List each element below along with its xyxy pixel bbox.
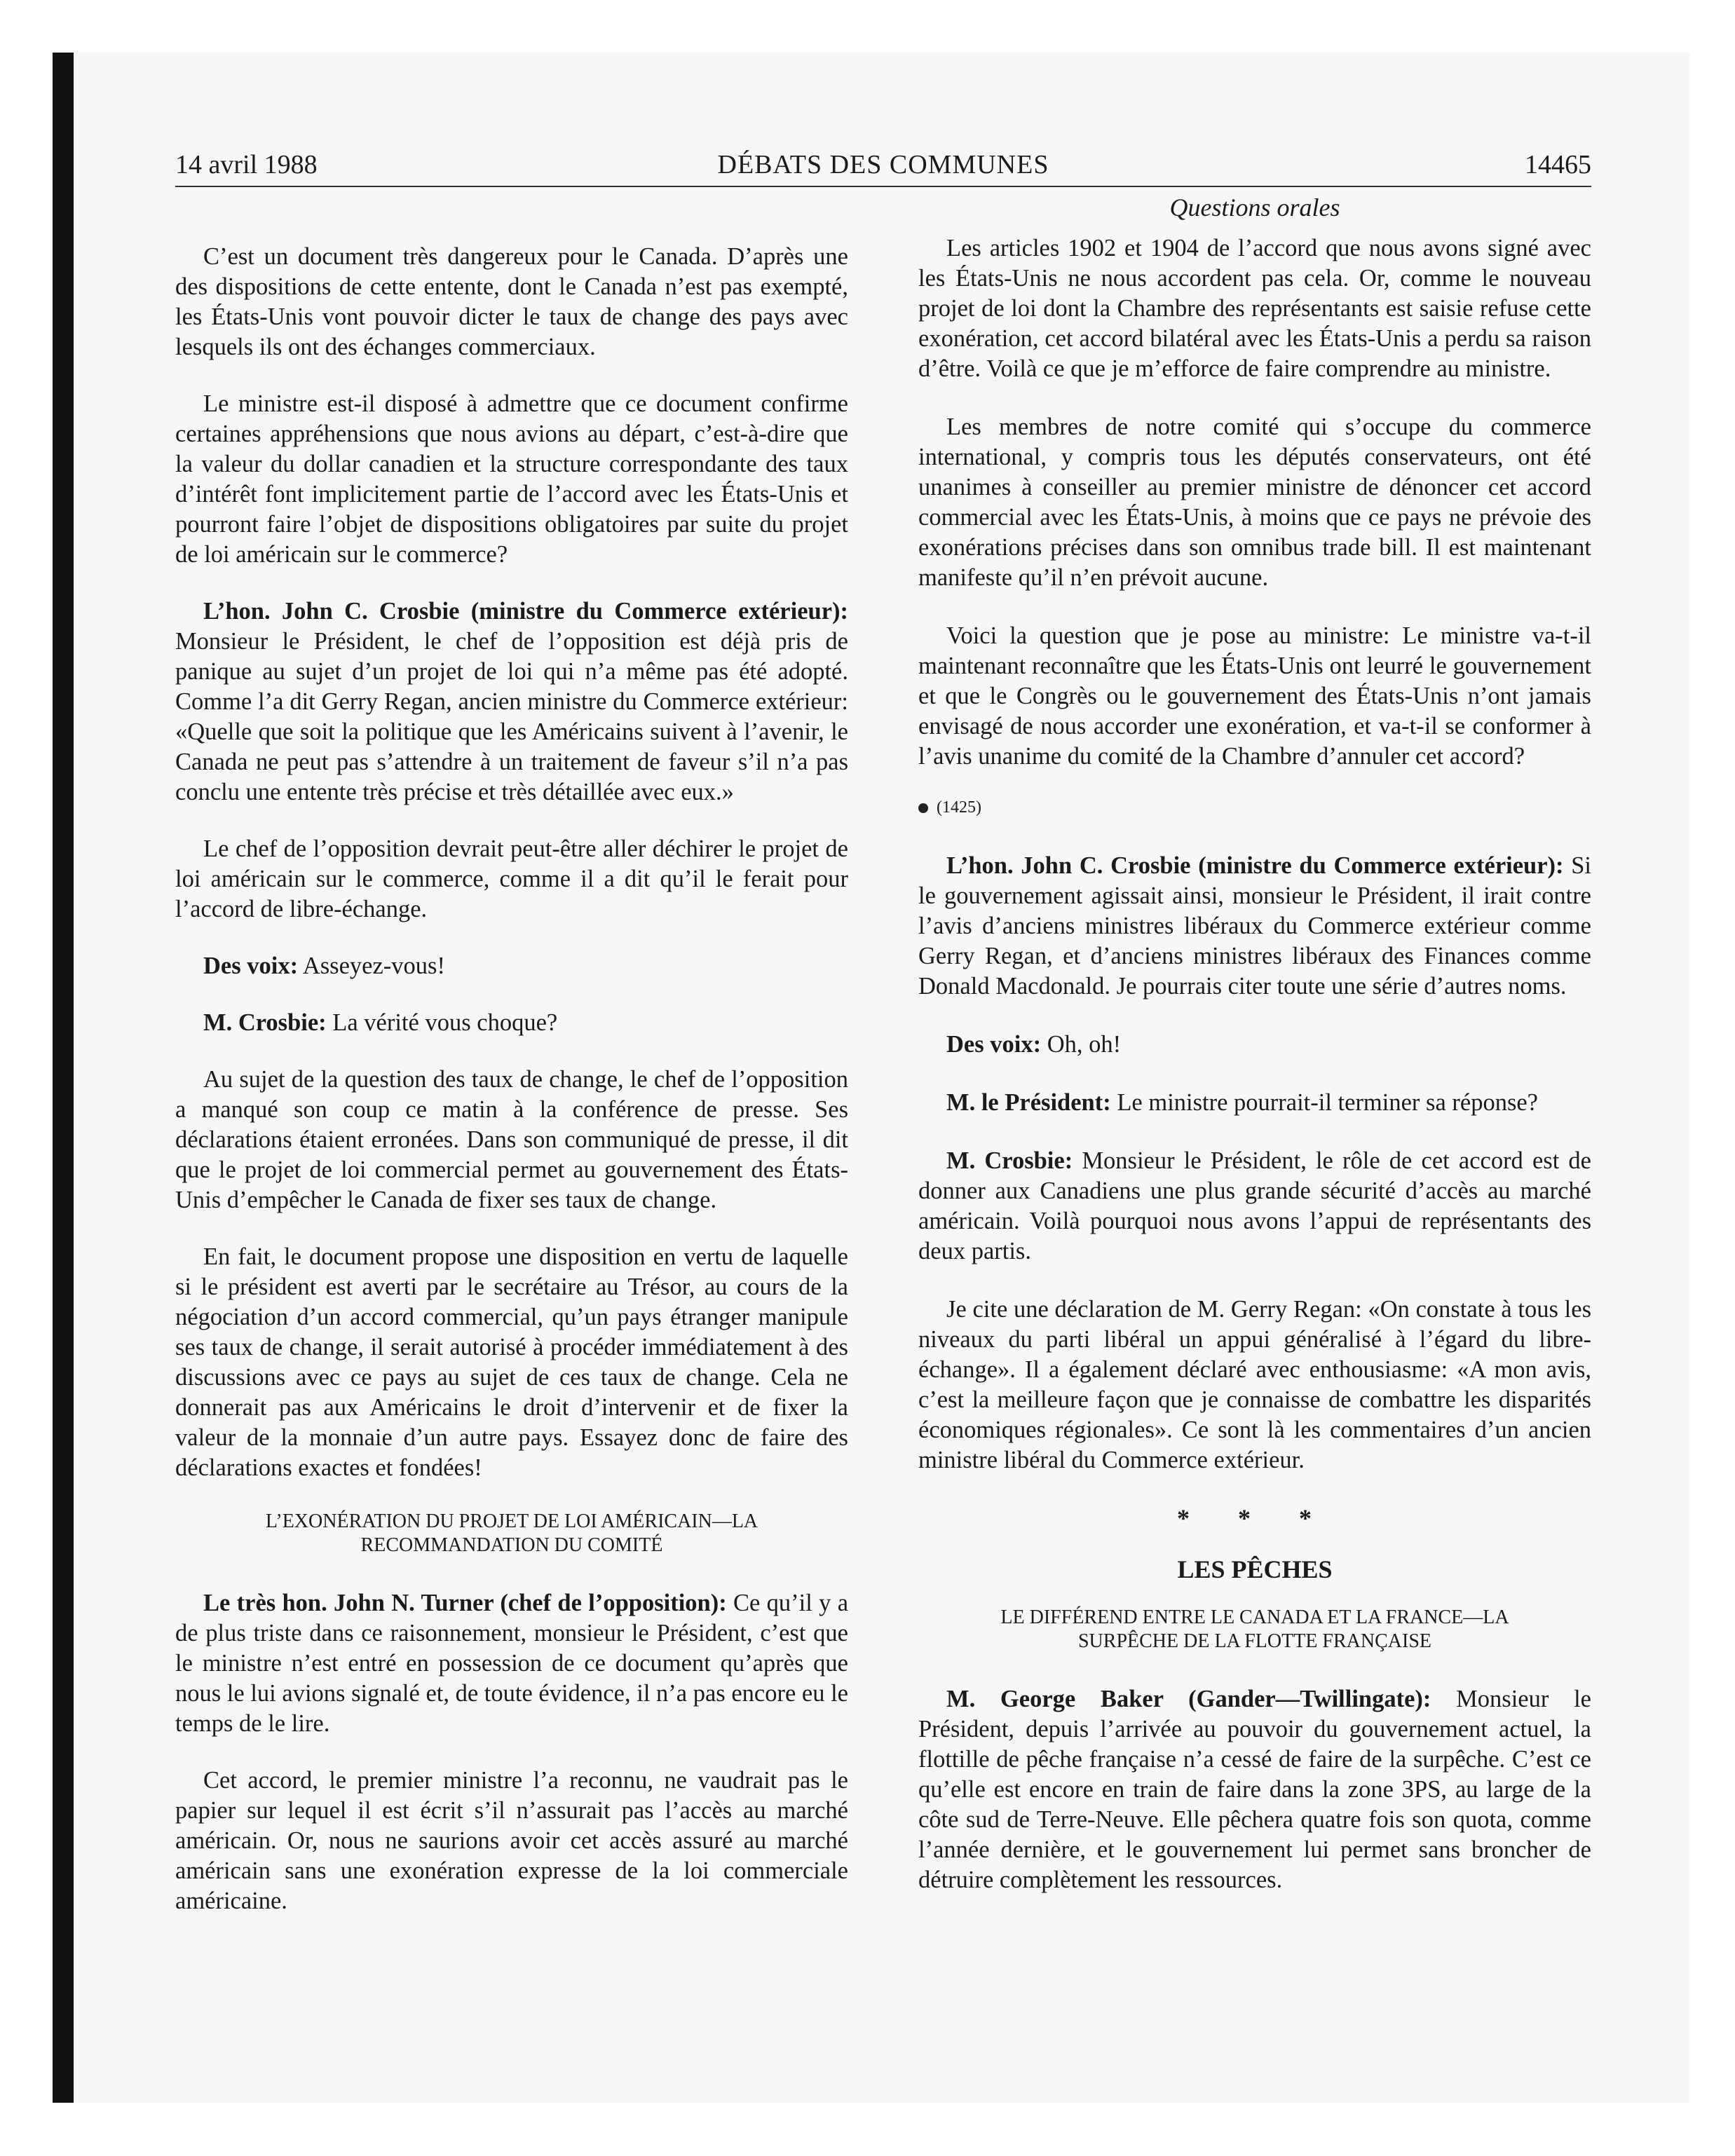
page-header (175, 144, 1591, 187)
paragraph: Le ministre est-il disposé à admettre que ce document confirme certaines appréhensions que nous avions au départ, c’est-à-dire que la valeur du dollar canadien et la structure correspondante des taux d’intérêt font implicitement partie de l’accord avec les États-Unis et pourront faire l’objet de dispositions obligatoires par suite du projet de loi américain sur le commerce? (175, 390, 848, 568)
paragraph (918, 1684, 1591, 1895)
speaker-name: M. Crosbie: (203, 1009, 327, 1036)
paragraph (918, 851, 1591, 1002)
header-date: 14 avril 1988 (175, 150, 318, 179)
timestamp-text: (1425) (937, 798, 981, 817)
running-head: Questions orales (1169, 193, 1340, 221)
speech-text: Monsieur le Président, depuis l’arrivée au pouvoir du gouvernement actuel, la flottille de pêche française n’a cessé de faire de la surpêche. C’est ce qu’elle est encore en train de faire dans la zone 3PS, au large de la côte sud de Terre-Neuve. Elle pêchera quatre fois son quota, comme l’année dernière, et le gouvernement lui permet sans broncher de détruire complètement les ressources. (918, 1686, 1591, 1893)
subheading (175, 1510, 848, 1557)
subheading-line: L’EXONÉRATION DU PROJET DE LOI AMÉRICAIN—LA (265, 1510, 758, 1532)
paragraph: Les articles 1902 et 1904 de l’accord que nous avons signé avec les États-Unis ne nous accordent pas cela. Or, comme le nouveau projet de loi dont la Chambre des représentants est saisie refuse cette exonération, cet accord bilatéral avec les États-Unis a perdu sa raison d’être. Voilà ce que je m’efforce de faire comprendre au ministre. (918, 235, 1591, 382)
bullet-icon (918, 803, 928, 813)
speech-text: Si le gouvernement agissait ainsi, monsieur le Président, il irait contre l’avis d’anciens ministres libéraux du Commerce extérieur comme Gerry Regan, et d’anciens ministres libéraux des Finances comme Donald Macdonald. Je pourrais citer toute une série d’autres noms. (918, 852, 1592, 999)
paragraph (918, 1030, 1591, 1060)
speaker-name: Le très hon. John N. Turner (chef de l’opposition): (203, 1590, 727, 1616)
scan-edge-bar (53, 53, 74, 2103)
paragraph: Cet accord, le premier ministre l’a reconnu, ne vaudrait pas le papier sur lequel il est écrit s’il n’assurait pas l’accès au marché américain. Or, nous ne saurions avoir cet accès assuré au marché américain sans une exonération expresse de la loi commerciale américaine. (175, 1767, 848, 1914)
paragraph: Je cite une déclaration de M. Gerry Regan: «On constate à tous les niveaux du parti libéral un appui généralisé à l’égard du libre-échange». Il a également déclaré avec enthousiasme: «A mon avis, c’est la meilleure façon que je connaisse de combattre les disparités économiques régionales». Ce sont là les commentaires d’un ancien ministre libéral du Commerce extérieur. (918, 1296, 1591, 1473)
subheading-line: SURPÊCHE DE LA FLOTTE FRANÇAISE (1077, 1630, 1432, 1652)
header-title: DÉBATS DES COMMUNES (717, 150, 1049, 179)
section-separator: * * * (1177, 1504, 1333, 1532)
speaker-name: M. George Baker (Gander—Twillingate): (946, 1686, 1431, 1712)
timestamp (918, 793, 1591, 823)
paragraph: Au sujet de la question des taux de change, le chef de l’opposition a manqué son coup ce matin à la conférence de presse. Ses déclarations étaient erronées. Dans son communiqué de presse, il dit que le projet de loi commercial permet au gouvernement des États-Unis d’empêcher le Canada de fixer ses taux de change. (175, 1066, 848, 1213)
subheading-line: LE DIFFÉREND ENTRE LE CANADA ET LA FRANCE—LA (1000, 1606, 1509, 1628)
subheading (918, 1606, 1591, 1653)
speech-text: La vérité vous choque? (332, 1009, 558, 1036)
left-column (175, 193, 848, 1943)
paragraph (175, 951, 848, 981)
paragraph: C’est un document très dangereux pour le Canada. D’après une des dispositions de cette entente, dont le Canada n’est pas exempté, les États-Unis vont pouvoir dicter le taux de change des pays avec lesquels ils ont des échanges commerciaux. (175, 243, 848, 360)
right-column (918, 193, 1591, 1923)
paragraph: Voici la question que je pose au ministre: Le ministre va-t-il maintenant reconnaître que les États-Unis ont leurré le gouvernement et que le Congrès ou le gouvernement des États-Unis n’ont jamais envisagé de nous accorder une exonération, et va-t-il se conformer à l’avis unanime du comité de la Chambre d’annuler cet accord? (918, 622, 1591, 770)
paragraph: Le chef de l’opposition devrait peut-être aller déchirer le projet de loi américain sur le commerce, comme il a dit qu’il le ferait pour l’accord de libre-échange. (175, 835, 848, 922)
speaker-name: L’hon. John C. Crosbie (ministre du Commerce extérieur): (203, 598, 848, 625)
paragraph (175, 596, 848, 807)
paragraph (175, 1008, 848, 1038)
speech-text: Monsieur le Président, le rôle de cet accord est de donner aux Canadiens une plus grande sécurité d’accès au marché américain. Voilà pourquoi nous avons l’appui de représentants des deux partis. (918, 1147, 1591, 1264)
speaker-name: Des voix: (946, 1031, 1042, 1058)
header-page-number: 14465 (1525, 150, 1591, 179)
speaker-name: M. Crosbie: (946, 1147, 1073, 1174)
speech-text: Asseyez-vous! (302, 953, 445, 979)
paragraph (175, 1588, 848, 1739)
section-heading: LES PÊCHES (1177, 1555, 1333, 1583)
speech-text: Ce qu’il y a de plus triste dans ce raisonnement, monsieur le Président, c’est que le ministre n’est entré en possession de ce document qu’après que nous le lui avions signalé et, de toute évidence, il n’a pas encore eu le temps de le lire. (175, 1590, 849, 1737)
speaker-name: Des voix: (203, 953, 299, 979)
subheading-line: RECOMMANDATION DU COMITÉ (360, 1534, 663, 1556)
paragraph: Les membres de notre comité qui s’occupe du commerce international, y compris tous les députés conservateurs, ont été unanimes à conseiller au premier ministre de dénoncer cet accord commercial avec les États-Unis, à moins que ce pays ne prévoie des exonérations précises dans son omnibus trade bill. Il est maintenant manifeste qu’il n’en prévoit aucune. (918, 414, 1591, 591)
speaker-name: M. le Président: (946, 1089, 1111, 1116)
paragraph: En fait, le document propose une disposition en vertu de laquelle si le président est averti par le secrétaire au Trésor, au cours de la négociation d’un accord commercial, qu’un pays étranger manipule ses taux de change, il serait autorisé à procéder immédiatement à des discussions avec ce pays au sujet de ces taux de change. Cela ne donnerait pas aux Américains le droit d’intervenir et de fixer la valeur de la monnaie d’un autre pays. Essayez donc de faire des déclarations exactes et fondées! (175, 1243, 848, 1481)
paragraph (918, 1146, 1591, 1267)
speech-text: Le ministre pourrait-il terminer sa réponse? (1117, 1089, 1538, 1116)
paragraph (918, 1088, 1591, 1118)
speech-text: Monsieur le Président, le chef de l’opposition est déjà pris de panique au sujet d’un projet de loi qui n’a même pas été adopté. Comme l’a dit Gerry Regan, ancien ministre du Commerce extérieur: «Quelle que soit la politique que les Américains suivent à l’avenir, le Canada ne peut pas s’attendre à un traitement de faveur s’il n’a pas conclu une entente très précise et très détaillée avec eux.» (175, 628, 848, 805)
speaker-name: L’hon. John C. Crosbie (ministre du Commerce extérieur): (946, 852, 1564, 879)
speech-text: Oh, oh! (1047, 1031, 1122, 1058)
